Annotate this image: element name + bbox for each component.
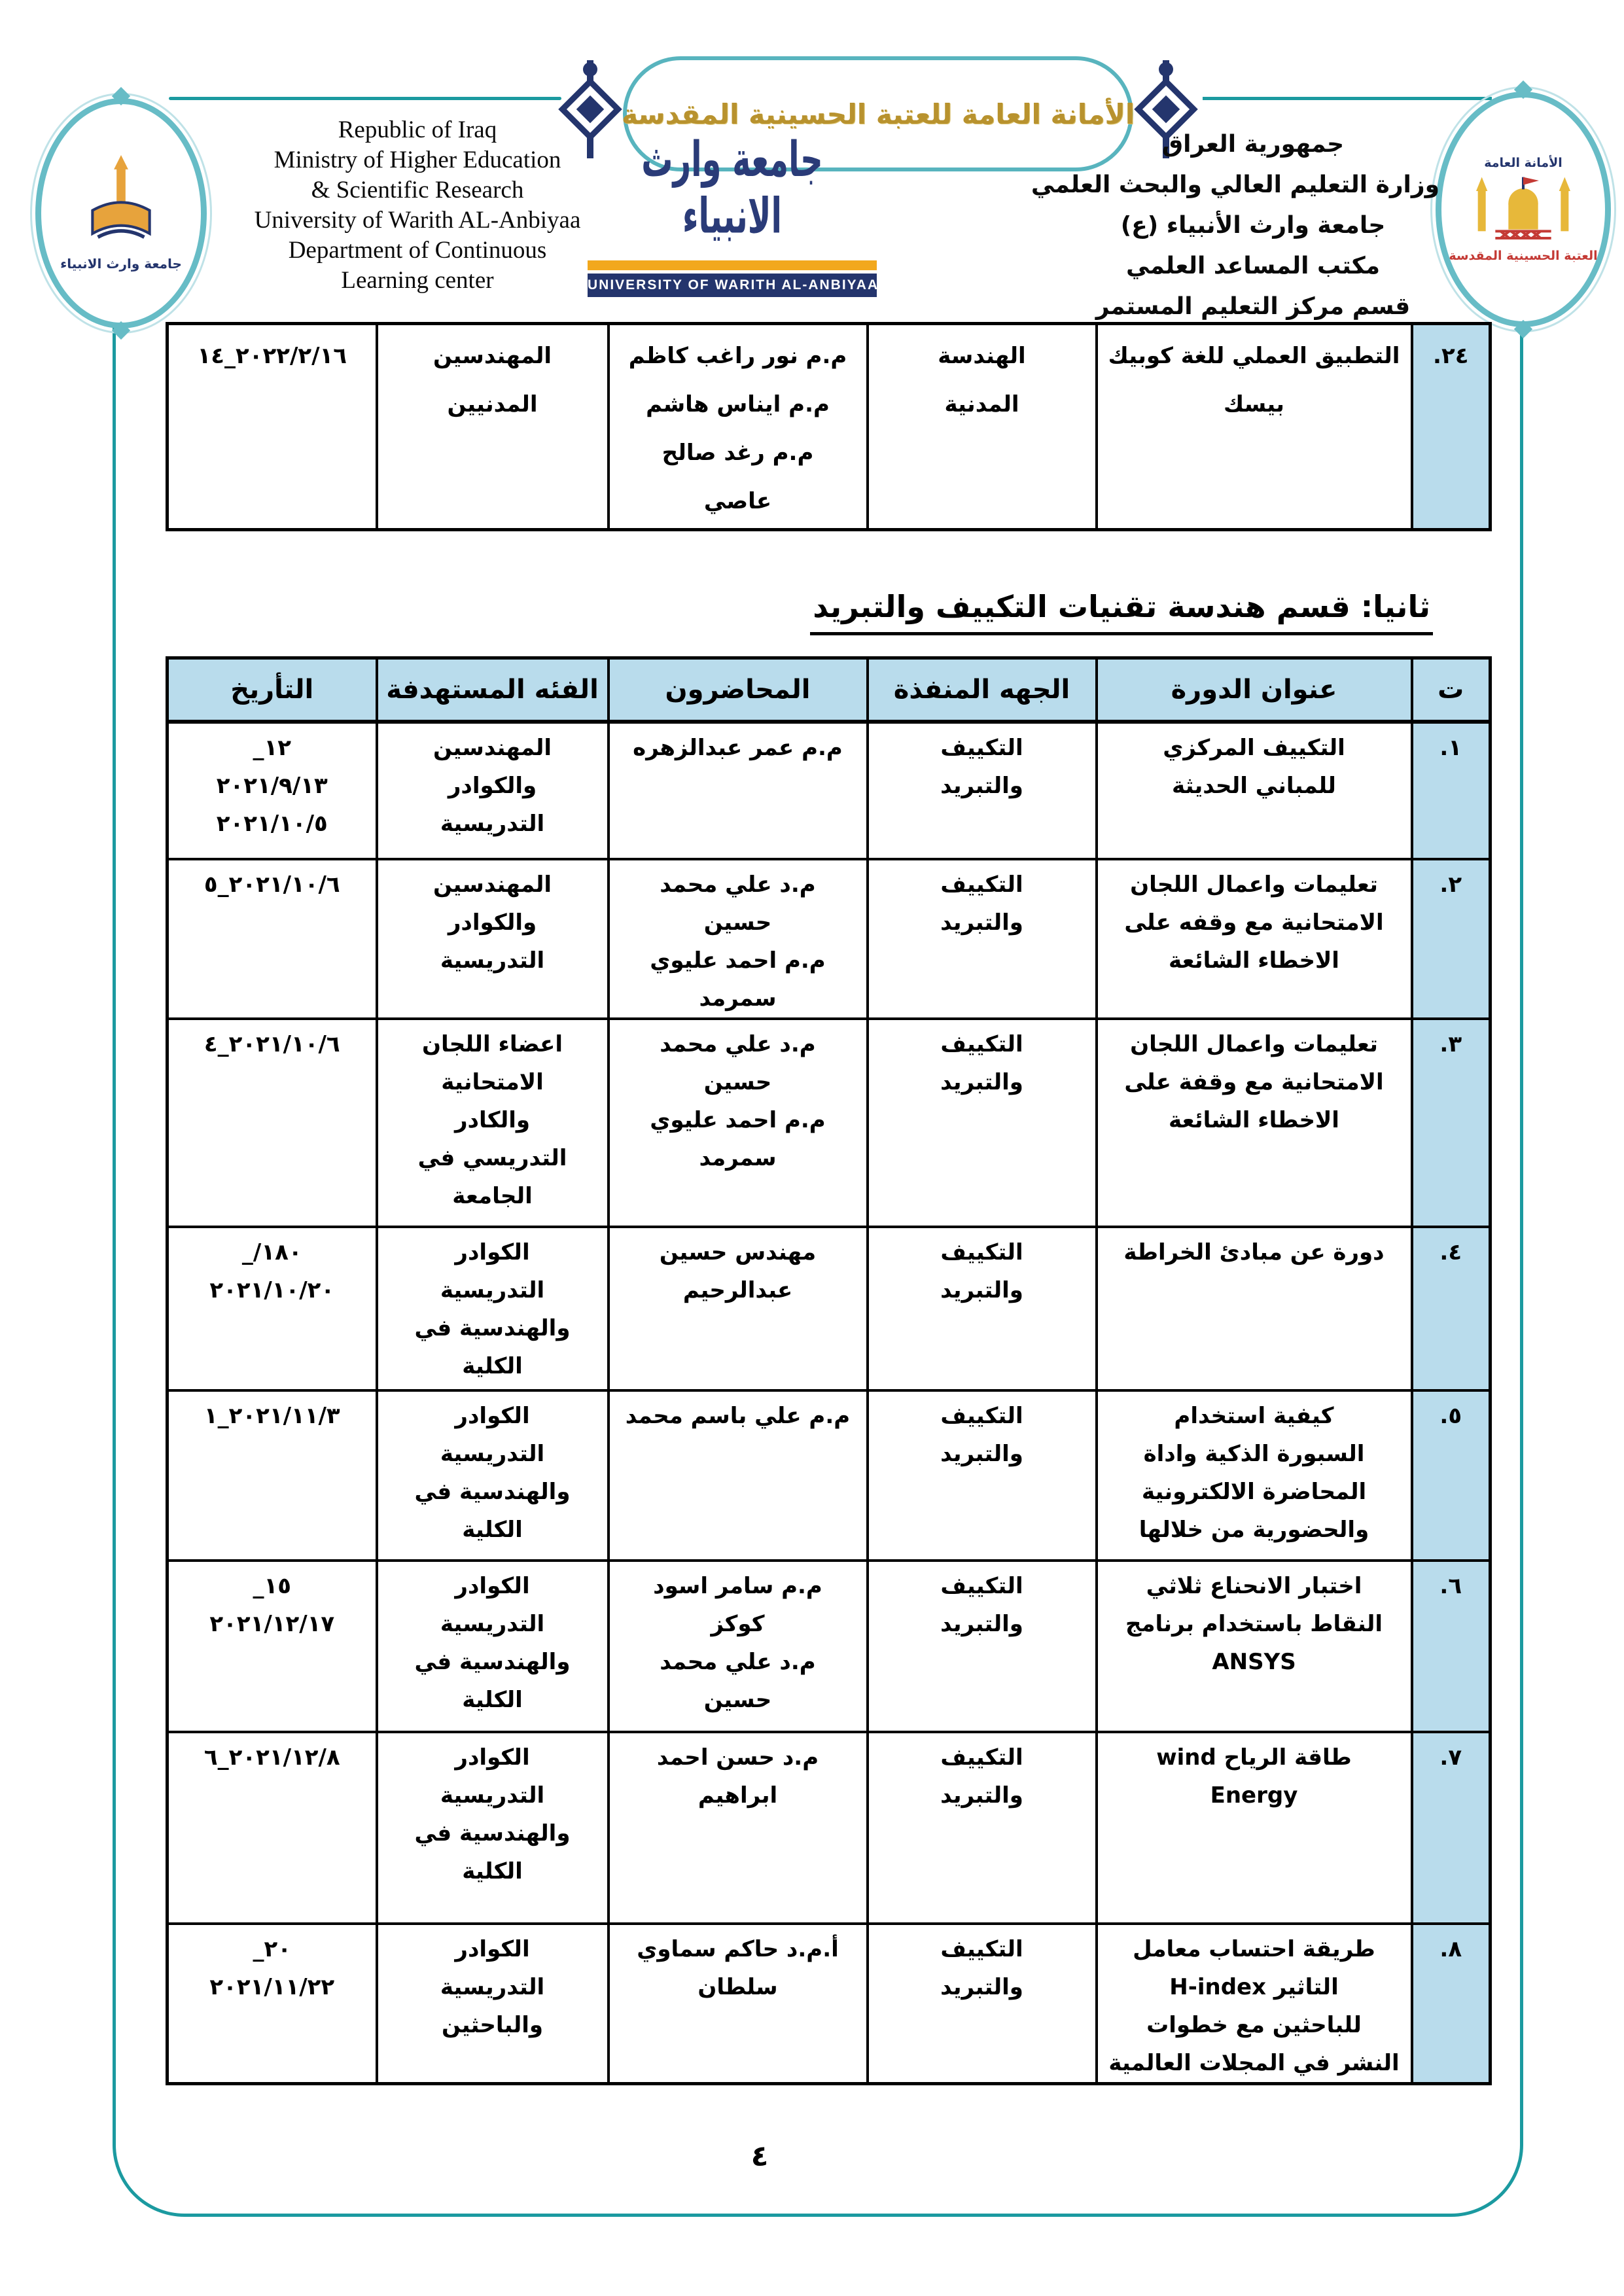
column-header-title: عنوان الدورة (1097, 658, 1412, 722)
cell-executor (868, 1924, 1097, 2084)
cell-lecturers (609, 1227, 868, 1390)
cell-num: ٦. (1412, 1561, 1491, 1732)
title-line: Energy (1210, 1782, 1298, 1809)
header-rule-right (1203, 97, 1492, 100)
shrine-seal-bottom-text: العتبة الحسينية المقدسة (1449, 249, 1598, 263)
executor-line: والتبريد (940, 1069, 1023, 1095)
letterhead-line: مكتب المساعد العلمي (1125, 253, 1381, 279)
lecturers-line: م.د حسن احمد (656, 1744, 819, 1771)
cell-lecturers (609, 1390, 868, 1561)
lecturers-line: م.م احمد عليوي (650, 1106, 826, 1133)
cell-audience (377, 1019, 609, 1227)
audience-line: والكوادر (448, 772, 537, 799)
date-line: ٢٠٢١/١٠/٢٠ (209, 1277, 335, 1303)
audience-line: المهندسين (432, 343, 552, 369)
column-header-audience: الفئه المستهدفة (377, 658, 609, 722)
audience-line: الكلية (462, 1516, 523, 1543)
cell-executor (868, 324, 1097, 530)
audience-line: والهندسية في (414, 1478, 571, 1505)
column-header-number: ت (1412, 658, 1491, 722)
course-row (168, 722, 1491, 859)
title-line: التطبيق العملي للغة كوبيك (1108, 343, 1400, 369)
university-emblem-icon (75, 155, 167, 253)
section-title: ثانيا: قسم هندسة تقنيات التكييف والتبريد (810, 589, 1433, 635)
audience-line: والهندسية في (414, 1315, 571, 1341)
lecturers-line: م.م رغد صالح (662, 440, 814, 466)
lecturers-line: حسين (703, 909, 772, 936)
date-line: ٢٠٢١/١١/٢٢ (209, 1973, 335, 2000)
date-line: _/١٨٠ (241, 1239, 302, 1265)
cell-num: ٣. (1412, 1019, 1491, 1227)
cell-lecturers (609, 324, 868, 530)
title-line: الامتحانية مع وقفة على (1124, 1069, 1384, 1095)
cell-lecturers (609, 722, 868, 859)
lecturers-line: م.م ايناس هاشم (646, 391, 830, 417)
page-number: ٤ (750, 2140, 769, 2173)
cell-date (168, 1561, 377, 1732)
date-line: ٢٠٢١/١٢/٨_٦ (203, 1744, 340, 1771)
audience-line: التدريسية (440, 1973, 545, 2000)
column-header-executor: الجهه المنفذة (868, 658, 1097, 722)
audience-line: الكوادر (455, 1744, 530, 1771)
audience-line: التدريسية (440, 1277, 545, 1303)
cell-audience (377, 859, 609, 1019)
cell-title (1097, 1561, 1412, 1732)
title-line: النشر في المجلات العالمية (1108, 2049, 1400, 2076)
cell-executor (868, 1732, 1097, 1924)
arabic-letterhead (1031, 124, 1439, 327)
executor-line: والتبريد (940, 1610, 1023, 1637)
university-seal-label: جامعة وارث الانبياء (60, 256, 182, 272)
lecturers-line: م.م عمر عبدالزهره (633, 734, 843, 761)
cell-lecturers (609, 859, 868, 1019)
university-seal (35, 98, 207, 328)
executor-line: المدنية (944, 391, 1019, 417)
cell-date (168, 1732, 377, 1924)
shrine-seal-top-text: الأمانة العامة (1484, 156, 1562, 170)
cell-audience (377, 722, 609, 859)
date-line: ٢٠٢١/١٠/٦_٥ (203, 871, 340, 898)
audience-line: الجامعة (452, 1182, 533, 1209)
cell-date (168, 722, 377, 859)
executor-line: التكييف (940, 1572, 1023, 1599)
lecturers-line: سمرمد (699, 985, 777, 1012)
title-line: اختبار الانحناع ثلاثي (1146, 1572, 1362, 1599)
course-row (168, 1390, 1491, 1561)
audience-line: الكوادر (455, 1572, 530, 1599)
title-line: طاقة الرياح wind (1156, 1744, 1352, 1771)
cell-executor (868, 1019, 1097, 1227)
date-line: _١٥ (253, 1572, 291, 1599)
cell-lecturers (609, 1732, 868, 1924)
cell-title (1097, 1924, 1412, 2084)
lecturers-line: م.د علي محمد (660, 1031, 816, 1057)
executor-line: والتبريد (940, 772, 1023, 799)
title-line: للمباني الحديثة (1172, 772, 1336, 799)
university-logo (588, 131, 879, 297)
course-row (168, 1924, 1491, 2084)
audience-line: والهندسية في (414, 1648, 571, 1675)
letterhead-line: وزارة التعليم العالي والبحث العلمي (1031, 171, 1439, 198)
cell-executor (868, 859, 1097, 1019)
lecturers-line: عاصي (703, 488, 772, 514)
title-line: النقاط باستخدام برنامج (1125, 1610, 1383, 1637)
course-row (168, 1227, 1491, 1390)
audience-line: التدريسي في (417, 1144, 567, 1171)
audience-line: التدريسية (440, 1782, 545, 1809)
column-header-date: التأريخ (168, 658, 377, 722)
cell-lecturers (609, 1019, 868, 1227)
table-header-row (168, 658, 1491, 722)
audience-line: المهندسين (432, 871, 552, 898)
audience-line: اعضاء اللجان (422, 1031, 563, 1057)
audience-line: الكوادر (455, 1402, 530, 1429)
lecturers-line: عبدالرحيم (682, 1277, 793, 1303)
audience-line: الامتحانية (441, 1069, 544, 1095)
audience-line: والهندسية في (414, 1820, 571, 1846)
cell-num: ٥. (1412, 1390, 1491, 1561)
holy-shrine-banner-text: الأمانة العامة للعتبة الحسينية المقدسة (621, 97, 1135, 130)
title-line: بيسك (1224, 391, 1284, 417)
lecturers-line: كوكز (711, 1610, 765, 1637)
english-letterhead (208, 115, 627, 296)
audience-line: الكلية (462, 1352, 523, 1379)
audience-line: التدريسية (440, 1440, 545, 1467)
audience-line: التدريسية (440, 810, 545, 837)
date-line: ٢٠٢١/١٠/٥ (216, 810, 328, 837)
university-logo-calligraphy: جامعة وارث الانبياء (641, 131, 823, 245)
lecturers-line: ابراهيم (697, 1782, 778, 1809)
letterhead-line: جامعة وارث الأنبياء (ع) (1120, 212, 1386, 239)
lecturers-line: سلطان (697, 1973, 778, 2000)
letterhead-line: Ministry of Higher Education (274, 147, 561, 173)
header-rule-left (169, 97, 561, 100)
date-line: ٢٠٢١/٩/١٣ (216, 772, 328, 799)
executor-line: التكييف (940, 1744, 1023, 1771)
letterhead-line: University of Warith AL-Anbiyaa (254, 207, 581, 234)
audience-line: الكوادر (455, 1935, 530, 1962)
title-line: كيفية استخدام (1174, 1402, 1334, 1429)
executor-line: والتبريد (940, 909, 1023, 936)
title-line: للباحثين مع خطوات (1146, 2011, 1362, 2038)
cell-date (168, 1390, 377, 1561)
title-line: التاثير H-index (1169, 1973, 1339, 2000)
cell-executor (868, 1561, 1097, 1732)
lecturers-line: م.م احمد عليوي (650, 947, 826, 974)
course-row (168, 859, 1491, 1019)
title-line: الامتحانية مع وقفه على (1124, 909, 1384, 936)
cell-audience (377, 1561, 609, 1732)
title-line: والحضورية من خلالها (1139, 1516, 1369, 1543)
title-line: ANSYS (1212, 1648, 1296, 1675)
letterhead-line: Department of Continuous (288, 237, 547, 264)
letterhead-line: قسم مركز التعليم المستمر (1095, 293, 1411, 320)
date-line: _٢٠ (253, 1935, 291, 1962)
executor-line: التكييف (940, 1239, 1023, 1265)
cell-audience (377, 1732, 609, 1924)
lecturers-line: م.م نور راغب كاظم (628, 343, 847, 369)
executor-line: والتبريد (940, 1973, 1023, 2000)
audience-line: والكوادر (448, 909, 537, 936)
executor-line: التكييف (940, 734, 1023, 761)
executor-line: والتبريد (940, 1277, 1023, 1303)
lecturers-line: م.د علي محمد (660, 1648, 816, 1675)
cell-audience (377, 1924, 609, 2084)
title-line: الاخطاء الشائعة (1169, 947, 1339, 974)
letterhead-line: Learning center (341, 267, 494, 294)
title-line: طريقة احتساب معامل (1133, 1935, 1375, 1962)
lecturers-line: م.م سامر اسود (653, 1572, 822, 1599)
course-row (168, 1019, 1491, 1227)
cell-date (168, 324, 377, 530)
executor-line: والتبريد (940, 1440, 1023, 1467)
cell-num: ٢. (1412, 859, 1491, 1019)
executor-line: التكييف (940, 1031, 1023, 1057)
course-row (168, 1732, 1491, 1924)
date-line: _١٢ (253, 734, 291, 761)
course-row (168, 1561, 1491, 1732)
cell-audience (377, 1227, 609, 1390)
title-line: تعليمات واعمال اللجان (1130, 1031, 1378, 1057)
date-line: ٢٠٢١/١١/٣_١ (203, 1402, 340, 1429)
audience-line: والباحثين (441, 2011, 544, 2038)
gold-stripe (588, 260, 877, 270)
cell-num: ١. (1412, 722, 1491, 859)
letterhead-line: Republic of Iraq (338, 116, 497, 143)
cell-title (1097, 1390, 1412, 1561)
title-line: المحاضرة الالكترونية (1141, 1478, 1367, 1505)
date-line: ٢٠٢٢/٢/١٦_١٤ (197, 343, 347, 369)
cell-date (168, 1227, 377, 1390)
executor-line: والتبريد (940, 1782, 1023, 1809)
column-header-lecturers: المحاضرون (609, 658, 868, 722)
executor-line: التكييف (940, 1935, 1023, 1962)
cell-title (1097, 324, 1412, 530)
cell-num: ٢٤. (1412, 324, 1491, 530)
previous-section-table (166, 322, 1492, 531)
audience-line: الكلية (462, 1686, 523, 1713)
executor-line: التكييف (940, 1402, 1023, 1429)
cell-num: ٤. (1412, 1227, 1491, 1390)
lecturers-line: سمرمد (699, 1144, 777, 1171)
cell-date (168, 1924, 377, 2084)
lecturers-line: م.م علي باسم محمد (625, 1402, 851, 1429)
cell-date (168, 859, 377, 1019)
lecturers-line: مهندس حسين (659, 1239, 817, 1265)
lecturers-line: أ.م.د حاكم سماوي (637, 1935, 839, 1962)
date-line: ٢٠٢١/١٠/٦_٤ (203, 1031, 340, 1057)
cell-title (1097, 1227, 1412, 1390)
shrine-seal (1436, 92, 1611, 327)
letterhead-line: & Scientific Research (311, 177, 524, 203)
audience-line: المهندسين (432, 734, 552, 761)
cell-lecturers (609, 1561, 868, 1732)
audience-line: التدريسية (440, 947, 545, 974)
cell-date (168, 1019, 377, 1227)
cell-title (1097, 722, 1412, 859)
lecturers-line: حسين (703, 1686, 772, 1713)
audience-line: الكلية (462, 1858, 523, 1884)
title-line: تعليمات واعمال اللجان (1130, 871, 1378, 898)
lecturers-line: م.د علي محمد (660, 871, 816, 898)
title-line: دورة عن مبادئ الخراطة (1123, 1239, 1385, 1265)
lecturers-line: حسين (703, 1069, 772, 1095)
audience-line: والكادر (454, 1106, 531, 1133)
cell-title (1097, 1019, 1412, 1227)
title-line: السبورة الذكية واداة (1143, 1440, 1365, 1467)
course-row (168, 324, 1491, 530)
cell-audience (377, 324, 609, 530)
cell-title (1097, 1732, 1412, 1924)
title-line: الاخطاء الشائعة (1169, 1106, 1339, 1133)
cell-num: ٧. (1412, 1732, 1491, 1924)
courses-table (166, 656, 1492, 2085)
cell-audience (377, 1390, 609, 1561)
audience-line: الكوادر (455, 1239, 530, 1265)
cell-executor (868, 1390, 1097, 1561)
title-line: التكييف المركزي (1163, 734, 1345, 761)
executor-line: الهندسة (938, 343, 1026, 369)
cell-num: ٨. (1412, 1924, 1491, 2084)
letterhead-line: جمهورية العراق (1161, 131, 1345, 158)
executor-line: التكييف (940, 871, 1023, 898)
cell-lecturers (609, 1924, 868, 2084)
university-logo-english-bar: UNIVERSITY OF WARITH AL-ANBIYAA (588, 274, 877, 297)
audience-line: المدنيين (447, 391, 538, 417)
date-line: ٢٠٢١/١٢/١٧ (209, 1610, 335, 1637)
cell-executor (868, 722, 1097, 859)
cell-executor (868, 1227, 1097, 1390)
audience-line: التدريسية (440, 1610, 545, 1637)
cell-title (1097, 859, 1412, 1019)
shrine-emblem-icon (1471, 170, 1576, 249)
